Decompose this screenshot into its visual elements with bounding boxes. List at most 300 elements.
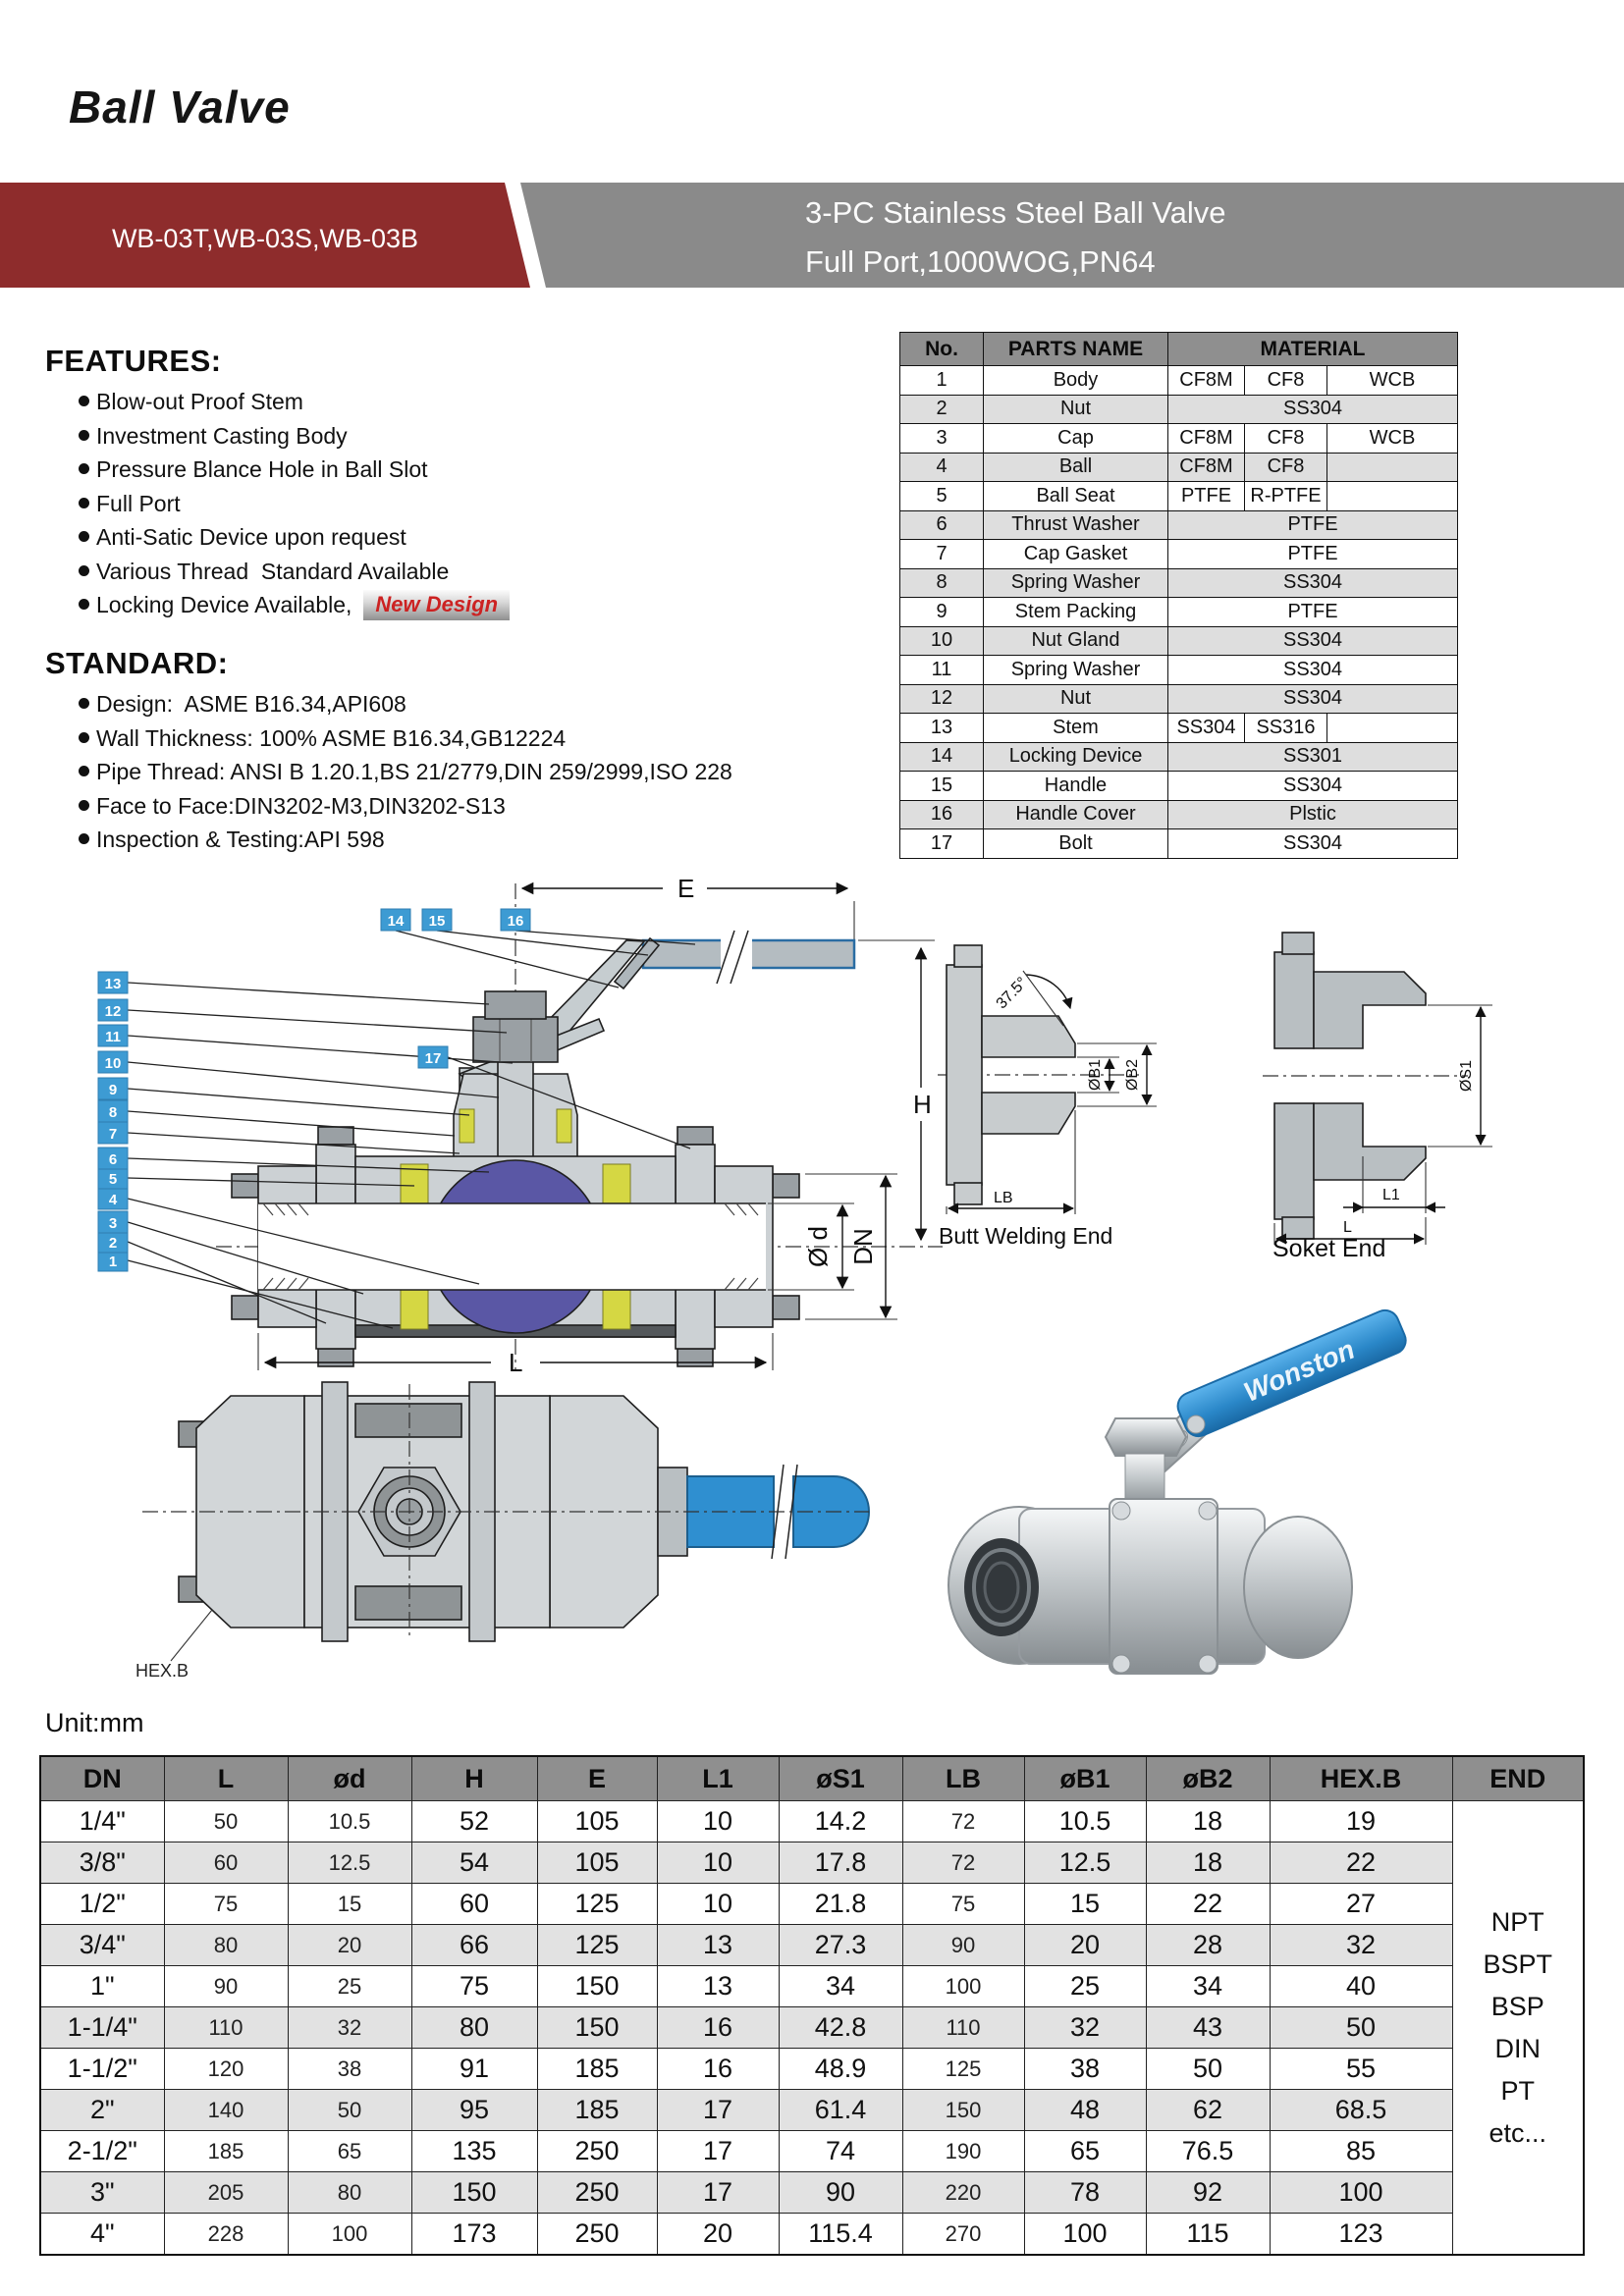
material-cell: PTFE: [1168, 598, 1458, 627]
socket-end-diagram: [1257, 911, 1571, 1256]
dim-cell: 80: [288, 2172, 411, 2214]
product-title-line1: 3-PC Stainless Steel Ball Valve: [805, 195, 1226, 230]
dim-cell: 62: [1146, 2090, 1270, 2131]
dim-cell: 10.5: [288, 1801, 411, 1842]
dim-row: [40, 2090, 1584, 2131]
packing-right: [557, 1109, 571, 1143]
dim-cell: 185: [164, 2131, 288, 2172]
bullet-item: [79, 522, 510, 557]
part-no-cell: 15: [900, 772, 984, 801]
part-no-cell: 13: [900, 714, 984, 743]
dim-cell: 10: [657, 1801, 779, 1842]
dim-cell: 10: [657, 1842, 779, 1884]
part-no-cell: 6: [900, 510, 984, 540]
bullet-icon: [79, 800, 89, 811]
dim-cell: 228: [164, 2214, 288, 2256]
dim-cell: 78: [1024, 2172, 1146, 2214]
parts-row: [900, 684, 1458, 714]
material-cell: CF8M: [1168, 366, 1245, 396]
bullet-icon: [79, 430, 89, 441]
end-option: etc...: [1489, 2117, 1547, 2148]
callout-leader-line: [437, 931, 648, 955]
col-header-material: MATERIAL: [1168, 333, 1458, 366]
dim-col-header: HEX.B: [1270, 1756, 1452, 1801]
parts-header-row: [900, 333, 1458, 366]
dim-cell: 16: [657, 2007, 779, 2049]
dim-cell: 27.3: [779, 1925, 902, 1966]
dim-cell: 105: [537, 1842, 657, 1884]
material-cell: CF8M: [1168, 424, 1245, 454]
bullet-item: [79, 557, 510, 591]
parts-row: [900, 714, 1458, 743]
dim-row: [40, 2007, 1584, 2049]
dim-cell: 15: [288, 1884, 411, 1925]
callout-number: 15: [428, 913, 446, 930]
part-name-cell: Bolt: [984, 829, 1168, 859]
svg-text:ØB2: ØB2: [1124, 1058, 1141, 1092]
dim-cell: 173: [411, 2214, 537, 2256]
dim-cell: 140: [164, 2090, 288, 2131]
dim-row: [40, 1842, 1584, 1884]
bore: [258, 1203, 766, 1290]
dim-cell: 75: [411, 1966, 537, 2007]
dim-cell: 190: [902, 2131, 1024, 2172]
part-name-cell: Cap Gasket: [984, 540, 1168, 569]
dim-cell: 40: [1270, 1966, 1452, 2007]
part-name-cell: Spring Washer: [984, 656, 1168, 685]
bullet-item: [79, 791, 732, 826]
callout-number: 13: [104, 976, 122, 992]
dim-cell: 17: [657, 2090, 779, 2131]
bullet-icon: [79, 565, 89, 576]
callout-number: 12: [104, 1003, 122, 1020]
dim-cell: 38: [288, 2049, 411, 2090]
dim-cell: 65: [1024, 2131, 1146, 2172]
part-name-cell: Nut: [984, 684, 1168, 714]
page-title: Ball Valve: [69, 81, 291, 133]
dim-cell: 10: [657, 1884, 779, 1925]
dim-cell: 2": [40, 2090, 164, 2131]
part-no-cell: 5: [900, 482, 984, 511]
dim-cell: 48.9: [779, 2049, 902, 2090]
dim-cell: 50: [1270, 2007, 1452, 2049]
material-cell: R-PTFE: [1245, 482, 1327, 511]
dim-cell: 4": [40, 2214, 164, 2256]
dim-cell: 28: [1146, 1925, 1270, 1966]
dim-col-header: øB1: [1024, 1756, 1146, 1801]
new-design-badge: New Design: [363, 590, 510, 620]
svg-text:DN: DN: [848, 1228, 878, 1265]
product-title-line2: Full Port,1000WOG,PN64: [805, 244, 1156, 279]
part-name-cell: Handle: [984, 772, 1168, 801]
material-cell: SS304: [1168, 656, 1458, 685]
part-no-cell: 3: [900, 424, 984, 454]
dimension-table: [39, 1755, 1585, 2256]
bullet-text: Investment Casting Body: [96, 422, 348, 449]
dim-cell: 13: [657, 1925, 779, 1966]
material-cell: [1327, 482, 1458, 511]
part-no-cell: 4: [900, 453, 984, 482]
dim-cell: 150: [902, 2090, 1024, 2131]
part-name-cell: Handle Cover: [984, 800, 1168, 829]
hexb-label: HEX.B: [135, 1661, 189, 1681]
butt-welding-end-diagram: [933, 918, 1213, 1217]
dim-cell: 32: [1270, 1925, 1452, 1966]
bullet-text: Inspection & Testing:API 598: [96, 827, 385, 852]
socket-end-caption: Soket End: [1272, 1235, 1386, 1262]
part-name-cell: Nut Gland: [984, 626, 1168, 656]
dim-cell: 85: [1270, 2131, 1452, 2172]
material-cell: [1327, 714, 1458, 743]
dim-cell: 74: [779, 2131, 902, 2172]
callout-leader-line: [128, 1010, 507, 1033]
dim-cell: 14.2: [779, 1801, 902, 1842]
bullet-icon: [79, 463, 89, 474]
bullet-text: Pipe Thread: ANSI B 1.20.1,BS 21/2779,DIN 259/2999,ISO 228: [96, 759, 732, 784]
parts-table: [899, 332, 1458, 859]
material-cell: PTFE: [1168, 510, 1458, 540]
dim-cell: 110: [164, 2007, 288, 2049]
parts-row: [900, 829, 1458, 859]
material-cell: WCB: [1327, 424, 1458, 454]
dim-cell: 60: [411, 1884, 537, 1925]
part-no-cell: 14: [900, 742, 984, 772]
material-cell: SS304: [1168, 395, 1458, 424]
dim-row: [40, 2049, 1584, 2090]
dim-cell: 25: [1024, 1966, 1146, 2007]
dim-cell: 1/2": [40, 1884, 164, 1925]
features-list: [45, 387, 510, 624]
end-option: DIN: [1494, 2033, 1541, 2063]
dim-cell: 68.5: [1270, 2090, 1452, 2131]
dim-col-header: L1: [657, 1756, 779, 1801]
dim-cell: 17.8: [779, 1842, 902, 1884]
dim-cell: 55: [1270, 2049, 1452, 2090]
dim-cell: 100: [1024, 2214, 1146, 2256]
bullet-text: Various Thread Standard Available: [96, 558, 450, 584]
dim-cell: 13: [657, 1966, 779, 2007]
dim-row: [40, 1884, 1584, 1925]
dim-cell: 270: [902, 2214, 1024, 2256]
dim-cell: 3/8": [40, 1842, 164, 1884]
material-cell: SS316: [1245, 714, 1327, 743]
bullet-text: Face to Face:DIN3202-M3,DIN3202-S13: [96, 792, 506, 819]
dim-cell: 34: [1146, 1966, 1270, 2007]
dim-cell: 42.8: [779, 2007, 902, 2049]
dim-cell: 43: [1146, 2007, 1270, 2049]
bullet-icon: [79, 766, 89, 776]
dimension-table-wrap: [39, 1755, 1585, 2256]
material-cell: WCB: [1327, 366, 1458, 396]
parts-row: [900, 598, 1458, 627]
svg-text:L: L: [1343, 1219, 1352, 1236]
dim-cell: 250: [537, 2172, 657, 2214]
dim-cell: 66: [411, 1925, 537, 1966]
callout-leader-line: [128, 983, 489, 1004]
callout-number: 11: [105, 1029, 121, 1045]
dim-cell: 1/4": [40, 1801, 164, 1842]
dim-cell: 32: [1024, 2007, 1146, 2049]
dim-cell: 50: [1146, 2049, 1270, 2090]
parts-row: [900, 568, 1458, 598]
dim-cell: 15: [1024, 1884, 1146, 1925]
dim-col-header: E: [537, 1756, 657, 1801]
standard-heading: STANDARD:: [45, 646, 229, 680]
dim-cell: 38: [1024, 2049, 1146, 2090]
callout-leader-line: [128, 1089, 469, 1115]
parts-row: [900, 656, 1458, 685]
dim-cell: 185: [537, 2090, 657, 2131]
dim-col-header: øS1: [779, 1756, 902, 1801]
parts-row: [900, 540, 1458, 569]
dim-cell: 220: [902, 2172, 1024, 2214]
dim-row: [40, 2131, 1584, 2172]
bullet-text: Wall Thickness: 100% ASME B16.34,GB12224: [96, 724, 567, 751]
callout-number: 17: [424, 1050, 442, 1067]
cross-section-diagram: [69, 864, 952, 1374]
material-cell: SS304: [1168, 714, 1245, 743]
dim-col-header: L: [164, 1756, 288, 1801]
parts-row: [900, 366, 1458, 396]
features-heading: FEATURES:: [45, 344, 222, 378]
dim-cell: 205: [164, 2172, 288, 2214]
material-cell: SS301: [1168, 742, 1458, 772]
bullet-icon: [79, 732, 89, 743]
dim-col-header: øB2: [1146, 1756, 1270, 1801]
valve-body-drawing: [232, 1127, 799, 1366]
part-no-cell: 8: [900, 568, 984, 598]
bullet-item: [79, 387, 510, 421]
parts-row: [900, 453, 1458, 482]
bullet-item: [79, 723, 732, 758]
material-cell: [1327, 453, 1458, 482]
dim-cell: 80: [411, 2007, 537, 2049]
dim-header-row: [40, 1756, 1584, 1801]
callout-leader-line: [128, 1111, 455, 1136]
part-no-cell: 7: [900, 540, 984, 569]
standard-section: [45, 646, 732, 859]
part-no-cell: 2: [900, 395, 984, 424]
end-option: BSP: [1490, 1991, 1544, 2021]
dim-cell: 22: [1270, 1842, 1452, 1884]
callout-number: 6: [108, 1151, 118, 1168]
dim-cell: 250: [537, 2131, 657, 2172]
end-options-cell: [1452, 1801, 1584, 2256]
bullet-text: Full Port: [96, 490, 181, 516]
callout-number: 10: [104, 1055, 122, 1072]
col-header-parts-name: PARTS NAME: [984, 333, 1168, 366]
bullet-icon: [79, 833, 89, 844]
dim-cell: 100: [288, 2214, 411, 2256]
svg-text:ØS1: ØS1: [1458, 1059, 1475, 1093]
bullet-icon: [79, 396, 89, 406]
dim-cell: 125: [537, 1884, 657, 1925]
standard-list: [45, 689, 732, 859]
material-cell: CF8: [1245, 366, 1327, 396]
callout-number: 4: [108, 1192, 118, 1208]
material-cell: SS304: [1168, 684, 1458, 714]
end-option: PT: [1500, 2075, 1535, 2106]
callout-number: 8: [108, 1104, 118, 1121]
dim-cell: 1-1/4": [40, 2007, 164, 2049]
material-cell: CF8M: [1168, 453, 1245, 482]
material-cell: CF8: [1245, 424, 1327, 454]
part-no-cell: 12: [900, 684, 984, 714]
material-cell: PTFE: [1168, 482, 1245, 511]
svg-text:L1: L1: [1382, 1187, 1400, 1203]
bullet-item: [79, 757, 732, 791]
part-no-cell: 16: [900, 800, 984, 829]
dim-cell: 17: [657, 2172, 779, 2214]
part-no-cell: 17: [900, 829, 984, 859]
dim-row: [40, 2214, 1584, 2256]
dim-row: [40, 1966, 1584, 2007]
dim-cell: 115.4: [779, 2214, 902, 2256]
dim-cell: 72: [902, 1842, 1024, 1884]
dim-cell: 34: [779, 1966, 902, 2007]
dim-cell: 150: [411, 2172, 537, 2214]
dim-cell: 123: [1270, 2214, 1452, 2256]
dim-cell: 150: [537, 1966, 657, 2007]
dim-cell: 12.5: [288, 1842, 411, 1884]
part-name-cell: Stem: [984, 714, 1168, 743]
unit-label: Unit:mm: [45, 1708, 144, 1737]
butt-welding-end-caption: Butt Welding End: [939, 1223, 1113, 1249]
dim-cell: 90: [902, 1925, 1024, 1966]
svg-text:E: E: [677, 874, 695, 903]
part-name-cell: Stem Packing: [984, 598, 1168, 627]
dim-cell: 27: [1270, 1884, 1452, 1925]
dim-cell: 19: [1270, 1801, 1452, 1842]
dim-cell: 100: [902, 1966, 1024, 2007]
svg-text:ØB1: ØB1: [1087, 1058, 1104, 1092]
dim-cell: 50: [288, 2090, 411, 2131]
bullet-icon: [79, 498, 89, 508]
dim-cell: 18: [1146, 1801, 1270, 1842]
material-cell: Plstic: [1168, 800, 1458, 829]
col-header-no: No.: [900, 333, 984, 366]
dim-row: [40, 1925, 1584, 1966]
dim-cell: 115: [1146, 2214, 1270, 2256]
bullet-text: Locking Device Available,: [96, 592, 352, 617]
dim-cell: 52: [411, 1801, 537, 1842]
model-numbers: WB-03T,WB-03S,WB-03B: [111, 224, 419, 253]
dim-cell: 125: [902, 2049, 1024, 2090]
parts-row: [900, 395, 1458, 424]
dim-cell: 61.4: [779, 2090, 902, 2131]
top-nut-drawing: [485, 991, 546, 1019]
end-option: NPT: [1490, 1906, 1544, 1937]
dim-cell: 92: [1146, 2172, 1270, 2214]
dim-cell: 72: [902, 1801, 1024, 1842]
bullet-item: [79, 689, 732, 723]
callout-leader-line: [128, 1133, 460, 1153]
dim-cell: 125: [537, 1925, 657, 1966]
dim-cell: 25: [288, 1966, 411, 2007]
parts-row: [900, 800, 1458, 829]
material-cell: SS304: [1168, 626, 1458, 656]
dim-col-header: DN: [40, 1756, 164, 1801]
dim-cell: 2-1/2": [40, 2131, 164, 2172]
dim-col-header: LB: [902, 1756, 1024, 1801]
dim-cell: 95: [411, 2090, 537, 2131]
callout-number: 14: [387, 913, 405, 930]
dim-cell: 135: [411, 2131, 537, 2172]
bullet-icon: [79, 698, 89, 709]
callout-leader-line: [128, 1036, 513, 1063]
material-cell: PTFE: [1168, 540, 1458, 569]
dim-cell: 80: [164, 1925, 288, 1966]
svg-text:Ø d: Ø d: [803, 1226, 833, 1267]
dimension-h: [858, 940, 935, 1240]
dim-cell: 50: [164, 1801, 288, 1842]
callout-number: 3: [108, 1215, 118, 1232]
part-no-cell: 1: [900, 366, 984, 396]
bullet-icon: [79, 531, 89, 542]
dim-cell: 20: [1024, 1925, 1146, 1966]
svg-text:LB: LB: [994, 1190, 1013, 1206]
features-section: [45, 344, 510, 624]
part-name-cell: Thrust Washer: [984, 510, 1168, 540]
dim-cell: 90: [779, 2172, 902, 2214]
parts-row: [900, 772, 1458, 801]
parts-row: [900, 742, 1458, 772]
dim-cell: 18: [1146, 1842, 1270, 1884]
parts-row: [900, 510, 1458, 540]
dim-cell: 1-1/2": [40, 2049, 164, 2090]
bullet-text: Pressure Blance Hole in Ball Slot: [96, 456, 428, 482]
part-name-cell: Ball: [984, 453, 1168, 482]
parts-row: [900, 482, 1458, 511]
parts-row: [900, 626, 1458, 656]
dim-cell: 16: [657, 2049, 779, 2090]
parts-row: [900, 424, 1458, 454]
callout-number: 9: [108, 1082, 118, 1098]
photo-brand-text: Wonston: [1239, 1333, 1360, 1408]
part-name-cell: Body: [984, 366, 1168, 396]
dim-cell: 17: [657, 2131, 779, 2172]
dim-cell: 150: [537, 2007, 657, 2049]
bullet-item: [79, 421, 510, 455]
dim-cell: 185: [537, 2049, 657, 2090]
dim-cell: 54: [411, 1842, 537, 1884]
bullet-item: [79, 590, 510, 624]
callout-number: 5: [108, 1171, 118, 1188]
bullet-icon: [79, 599, 89, 610]
dim-cell: 12.5: [1024, 1842, 1146, 1884]
parts-table-wrap: [899, 332, 1458, 859]
dim-cell: 250: [537, 2214, 657, 2256]
dim-col-header: H: [411, 1756, 537, 1801]
dim-row: [40, 1801, 1584, 1842]
part-name-cell: Locking Device: [984, 742, 1168, 772]
bullet-text: Design: ASME B16.34,API608: [96, 691, 406, 717]
material-cell: CF8: [1245, 453, 1327, 482]
dim-cell: 110: [902, 2007, 1024, 2049]
callout-number: 2: [108, 1235, 118, 1252]
dim-cell: 90: [164, 1966, 288, 2007]
dim-cell: 3/4": [40, 1925, 164, 1966]
top-view-diagram: [128, 1374, 884, 1688]
dim-cell: 22: [1146, 1884, 1270, 1925]
product-photo: [933, 1261, 1468, 1679]
bullet-text: Anti-Satic Device upon request: [96, 524, 406, 550]
material-cell: SS304: [1168, 772, 1458, 801]
part-no-cell: 9: [900, 598, 984, 627]
dim-cell: 75: [902, 1884, 1024, 1925]
bullet-item: [79, 489, 510, 523]
bullet-text: Blow-out Proof Stem: [96, 389, 303, 414]
